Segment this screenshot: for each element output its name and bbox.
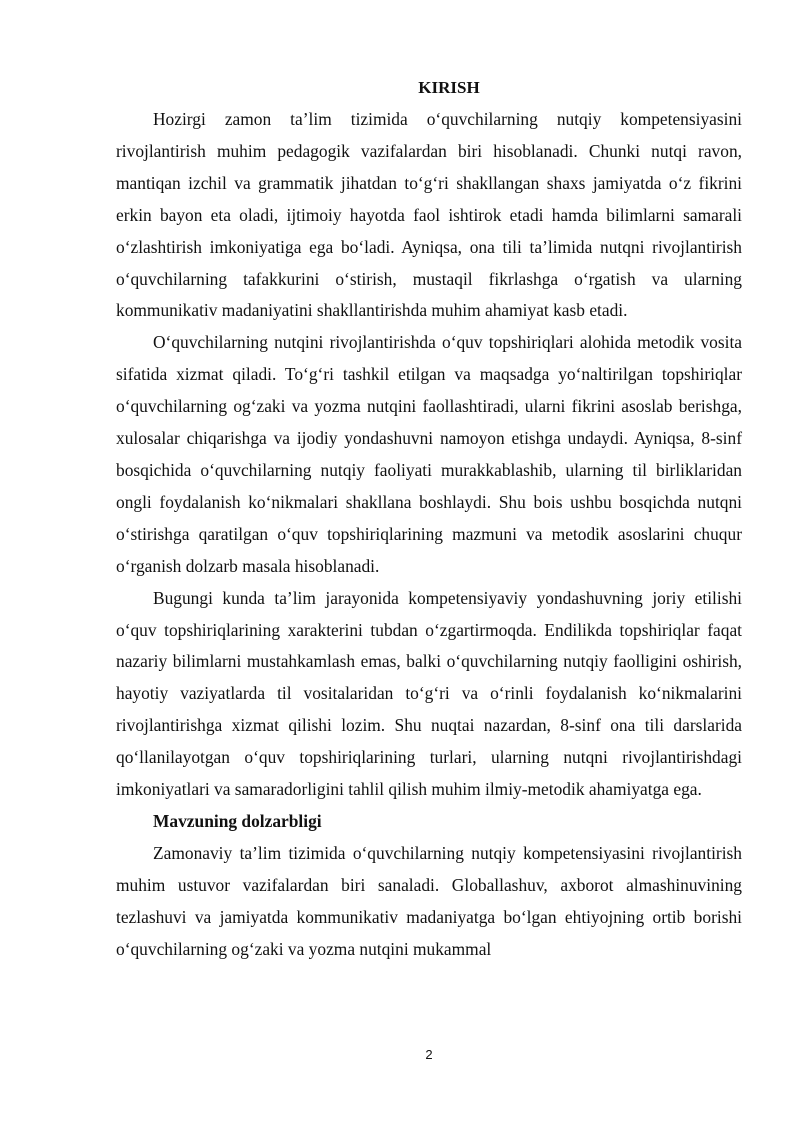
section-title: KIRISH xyxy=(418,78,480,97)
paragraph-intro: Hozirgi zamon ta’lim tizimida o‘quvchilarning nutqiy kompetensiyasini rivojlantirish muhim pedagogik vazifalardan biri hisoblanadi. Chunki nutqi ravon, mantiqan izchil va grammatik jihatdan to‘g‘ri shakllangan shaxs jamiyatda o‘z fikrini erkin bayon eta oladi, ijtimoiy hayotda faol ishtirok etadi hamda bilimlarni samarali o‘zlashtirish imkoniyatiga ega bo‘ladi. Ayniqsa, ona tili ta’limida nutqni rivojlantirish o‘quvchilarning tafakkurini o‘stirish, mustaqil fikrlashga o‘rgatish va ularning kommunikativ madaniyatini shakllantirishda muhim ahamiyat kasb etadi. xyxy=(116,109,742,321)
page-content xyxy=(116,72,742,965)
page-number: 2 xyxy=(425,1047,433,1062)
subheading-relevance: Mavzuning dolzarbligi xyxy=(153,810,322,831)
paragraph-relevance: Zamonaviy ta’lim tizimida o‘quvchilarning nutqiy kompetensiyasini rivojlantirish muhim ustuvor vazifalardan biri sanaladi. Globallashuv, axborot almashinuvining tezlashuvi va jamiyatda kommunikativ madaniyatga bo‘lgan ehtiyojning ortib borishi o‘quvchilarning og‘zaki va yozma nutqini mukammal xyxy=(116,842,742,959)
paragraph-competency: Bugungi kunda ta’lim jarayonida kompetensiyaviy yondashuvning joriy etilishi o‘quv topshiriqlarining xarakterini tubdan o‘zgartirmoqda. Endilikda topshiriqlar faqat nazariy bilimlarni mustahkamlash emas, balki o‘quvchilarning nutqiy faolligini oshirish, hayotiy vaziyatlarda til vositalaridan to‘g‘ri va o‘rinli foydalanish ko‘nikmalarini rivojlantirishga xizmat qilishi lozim. Shu nuqtai nazardan, 8-sinf ona tili darslarida qo‘llanilayotgan o‘quv topshiriqlarining turlari, ularning nutqni rivojlantirishdagi imkoniyatlari va samaradorligini tahlil qilish muhim ilmiy-metodik ahamiyatga ega. xyxy=(116,587,742,800)
paragraph-tasks: O‘quvchilarning nutqini rivojlantirishda o‘quv topshiriqlari alohida metodik vosita sifatida xizmat qiladi. To‘g‘ri tashkil etilgan va maqsadga yo‘naltirilgan topshiriqlar o‘quvchilarning og‘zaki va yozma nutqini faollashtiradi, ularni fikrini asoslab berishga, xulosalar chiqarishga va ijodiy yondashuvni namoyon etishga undaydi. Ayniqsa, 8-sinf bosqichida o‘quvchilarning nutqiy faoliyati murakkablashib, ularning til birliklaridan ongli foydalanish ko‘nikmalari shakllana boshlaydi. Shu bois ushbu bosqichda nutqni o‘stirishga qaratilgan o‘quv topshiriqlarining mazmuni va metodik asoslarini chuqur o‘rganish dolzarb masala hisoblanadi. xyxy=(116,332,742,576)
